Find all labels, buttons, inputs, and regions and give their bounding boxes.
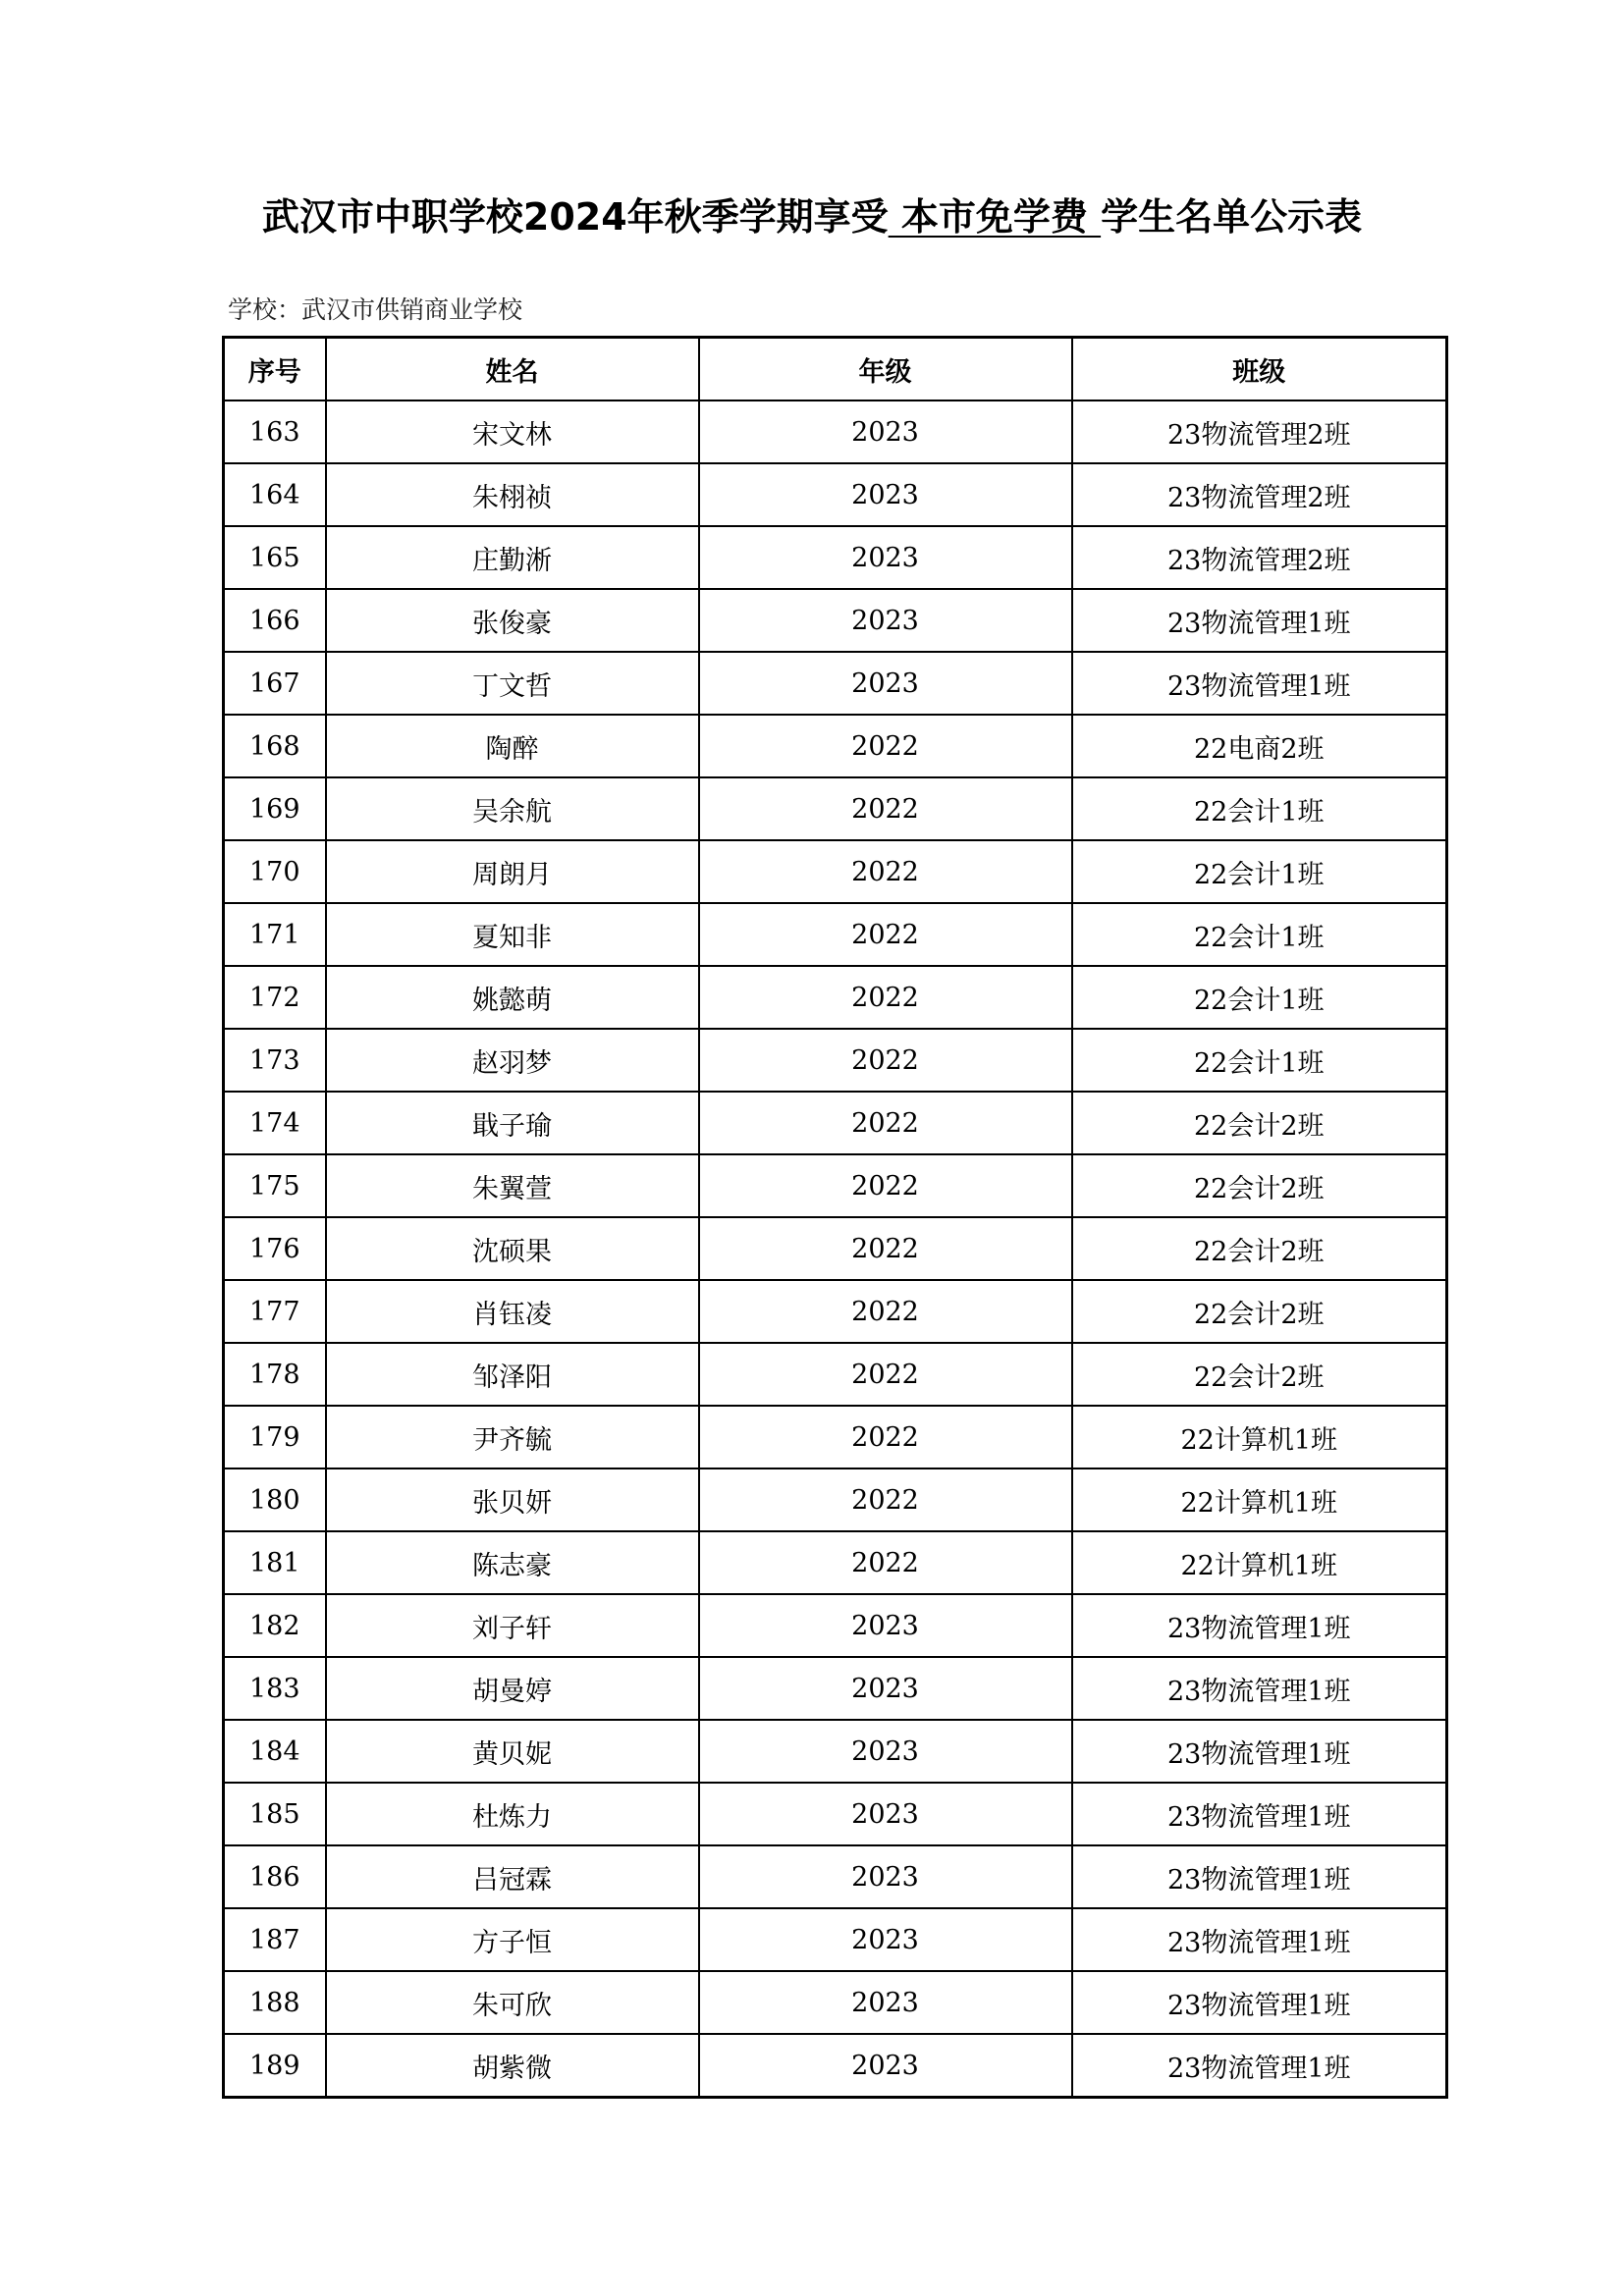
name-cell: 尹齐毓 xyxy=(326,1406,699,1468)
class-cell: 23物流管理1班 xyxy=(1072,1720,1447,1783)
name-cell: 沈硕果 xyxy=(326,1217,699,1280)
header-class: 班级 xyxy=(1072,338,1447,401)
class-cell: 23物流管理2班 xyxy=(1072,400,1447,463)
grade-cell: 2022 xyxy=(699,777,1072,840)
name-cell: 刘子轩 xyxy=(326,1594,699,1657)
grade-cell: 2022 xyxy=(699,715,1072,777)
grade-cell: 2023 xyxy=(699,1908,1072,1971)
grade-cell: 2023 xyxy=(699,1720,1072,1783)
grade-cell: 2023 xyxy=(699,1845,1072,1908)
seq-cell: 183 xyxy=(224,1657,326,1720)
table-row xyxy=(224,1531,1447,1594)
name-cell: 朱翼萱 xyxy=(326,1154,699,1217)
class-cell: 22会计1班 xyxy=(1072,1029,1447,1092)
class-cell: 22会计2班 xyxy=(1072,1092,1447,1154)
name-cell: 朱栩祯 xyxy=(326,463,699,526)
table-row xyxy=(224,777,1447,840)
header-name: 姓名 xyxy=(326,338,699,401)
grade-cell: 2022 xyxy=(699,1154,1072,1217)
school-line: 学校：武汉市供销商业学校 xyxy=(228,295,523,324)
table-row xyxy=(224,1092,1447,1154)
class-cell: 22会计1班 xyxy=(1072,903,1447,966)
seq-cell: 177 xyxy=(224,1280,326,1343)
grade-cell: 2022 xyxy=(699,1406,1072,1468)
seq-cell: 170 xyxy=(224,840,326,903)
grade-cell: 2022 xyxy=(699,966,1072,1029)
name-cell: 方子恒 xyxy=(326,1908,699,1971)
header-seq: 序号 xyxy=(224,338,326,401)
class-cell: 22会计1班 xyxy=(1072,966,1447,1029)
name-cell: 赵羽梦 xyxy=(326,1029,699,1092)
seq-cell: 176 xyxy=(224,1217,326,1280)
name-cell: 宋文林 xyxy=(326,400,699,463)
name-cell: 邹泽阳 xyxy=(326,1343,699,1406)
grade-cell: 2023 xyxy=(699,2034,1072,2098)
name-cell: 陶醉 xyxy=(326,715,699,777)
name-cell: 张贝妍 xyxy=(326,1468,699,1531)
table-row xyxy=(224,1594,1447,1657)
grade-cell: 2022 xyxy=(699,840,1072,903)
table-row xyxy=(224,400,1447,463)
table-row xyxy=(224,589,1447,652)
seq-cell: 165 xyxy=(224,526,326,589)
name-cell: 胡曼婷 xyxy=(326,1657,699,1720)
class-cell: 22电商2班 xyxy=(1072,715,1447,777)
class-cell: 22会计1班 xyxy=(1072,840,1447,903)
seq-cell: 179 xyxy=(224,1406,326,1468)
seq-cell: 168 xyxy=(224,715,326,777)
name-cell: 吕冠霖 xyxy=(326,1845,699,1908)
grade-cell: 2023 xyxy=(699,1657,1072,1720)
class-cell: 23物流管理1班 xyxy=(1072,1783,1447,1845)
table-row xyxy=(224,840,1447,903)
seq-cell: 186 xyxy=(224,1845,326,1908)
grade-cell: 2023 xyxy=(699,589,1072,652)
seq-cell: 184 xyxy=(224,1720,326,1783)
seq-cell: 187 xyxy=(224,1908,326,1971)
grade-cell: 2022 xyxy=(699,1343,1072,1406)
table-row xyxy=(224,715,1447,777)
class-cell: 23物流管理1班 xyxy=(1072,589,1447,652)
class-cell: 23物流管理1班 xyxy=(1072,1845,1447,1908)
seq-cell: 171 xyxy=(224,903,326,966)
grade-cell: 2023 xyxy=(699,526,1072,589)
table-row xyxy=(224,1971,1447,2034)
table-row xyxy=(224,1280,1447,1343)
grade-cell: 2023 xyxy=(699,1971,1072,2034)
class-cell: 23物流管理1班 xyxy=(1072,1971,1447,2034)
grade-cell: 2022 xyxy=(699,1531,1072,1594)
name-cell: 庄勤淅 xyxy=(326,526,699,589)
grade-cell: 2022 xyxy=(699,1468,1072,1531)
table-row xyxy=(224,1783,1447,1845)
table-row xyxy=(224,1468,1447,1531)
name-cell: 胡紫微 xyxy=(326,2034,699,2098)
table-body xyxy=(224,400,1447,2098)
name-cell: 杜炼力 xyxy=(326,1783,699,1845)
name-cell: 肖钰凌 xyxy=(326,1280,699,1343)
class-cell: 22会计2班 xyxy=(1072,1217,1447,1280)
grade-cell: 2023 xyxy=(699,1594,1072,1657)
name-cell: 丁文哲 xyxy=(326,652,699,715)
class-cell: 23物流管理2班 xyxy=(1072,526,1447,589)
class-cell: 22计算机1班 xyxy=(1072,1406,1447,1468)
table-row xyxy=(224,526,1447,589)
class-cell: 23物流管理1班 xyxy=(1072,652,1447,715)
grade-cell: 2023 xyxy=(699,463,1072,526)
name-cell: 夏知非 xyxy=(326,903,699,966)
grade-cell: 2022 xyxy=(699,1092,1072,1154)
class-cell: 23物流管理1班 xyxy=(1072,1908,1447,1971)
grade-cell: 2022 xyxy=(699,1280,1072,1343)
table-row xyxy=(224,463,1447,526)
seq-cell: 173 xyxy=(224,1029,326,1092)
seq-cell: 166 xyxy=(224,589,326,652)
table-row xyxy=(224,1657,1447,1720)
class-cell: 22会计2班 xyxy=(1072,1343,1447,1406)
seq-cell: 188 xyxy=(224,1971,326,2034)
class-cell: 23物流管理1班 xyxy=(1072,1657,1447,1720)
table-row xyxy=(224,1720,1447,1783)
class-cell: 22会计2班 xyxy=(1072,1280,1447,1343)
seq-cell: 185 xyxy=(224,1783,326,1845)
name-cell: 朱可欣 xyxy=(326,1971,699,2034)
table-row xyxy=(224,1908,1447,1971)
grade-cell: 2022 xyxy=(699,903,1072,966)
seq-cell: 189 xyxy=(224,2034,326,2098)
name-cell: 姚懿萌 xyxy=(326,966,699,1029)
grade-cell: 2023 xyxy=(699,400,1072,463)
grade-cell: 2022 xyxy=(699,1029,1072,1092)
name-cell: 黄贝妮 xyxy=(326,1720,699,1783)
header-grade: 年级 xyxy=(699,338,1072,401)
title-part2: 学生名单公示表 xyxy=(1101,195,1363,239)
class-cell: 22计算机1班 xyxy=(1072,1531,1447,1594)
class-cell: 23物流管理1班 xyxy=(1072,2034,1447,2098)
seq-cell: 182 xyxy=(224,1594,326,1657)
name-cell: 张俊豪 xyxy=(326,589,699,652)
seq-cell: 178 xyxy=(224,1343,326,1406)
class-cell: 22计算机1班 xyxy=(1072,1468,1447,1531)
table-row xyxy=(224,1029,1447,1092)
document-title xyxy=(0,187,1624,240)
table-header-row xyxy=(224,338,1447,401)
name-cell: 吴余航 xyxy=(326,777,699,840)
table-row xyxy=(224,966,1447,1029)
seq-cell: 172 xyxy=(224,966,326,1029)
table-row xyxy=(224,1154,1447,1217)
seq-cell: 167 xyxy=(224,652,326,715)
table-row xyxy=(224,903,1447,966)
table-row xyxy=(224,1845,1447,1908)
table-row xyxy=(224,1217,1447,1280)
name-cell: 陈志豪 xyxy=(326,1531,699,1594)
seq-cell: 164 xyxy=(224,463,326,526)
grade-cell: 2023 xyxy=(699,1783,1072,1845)
table-row xyxy=(224,1406,1447,1468)
table-row xyxy=(224,652,1447,715)
seq-cell: 174 xyxy=(224,1092,326,1154)
class-cell: 23物流管理1班 xyxy=(1072,1594,1447,1657)
seq-cell: 180 xyxy=(224,1468,326,1531)
name-cell: 周朗月 xyxy=(326,840,699,903)
seq-cell: 163 xyxy=(224,400,326,463)
table-row xyxy=(224,2034,1447,2098)
class-cell: 22会计2班 xyxy=(1072,1154,1447,1217)
seq-cell: 175 xyxy=(224,1154,326,1217)
grade-cell: 2023 xyxy=(699,652,1072,715)
student-roster-table xyxy=(222,336,1448,2099)
table-row xyxy=(224,1343,1447,1406)
title-underlined-part: 本市免学费 xyxy=(888,195,1102,239)
name-cell: 戢子瑜 xyxy=(326,1092,699,1154)
seq-cell: 169 xyxy=(224,777,326,840)
class-cell: 22会计1班 xyxy=(1072,777,1447,840)
class-cell: 23物流管理2班 xyxy=(1072,463,1447,526)
title-part1: 武汉市中职学校2024年秋季学期享受 xyxy=(261,195,889,239)
seq-cell: 181 xyxy=(224,1531,326,1594)
grade-cell: 2022 xyxy=(699,1217,1072,1280)
